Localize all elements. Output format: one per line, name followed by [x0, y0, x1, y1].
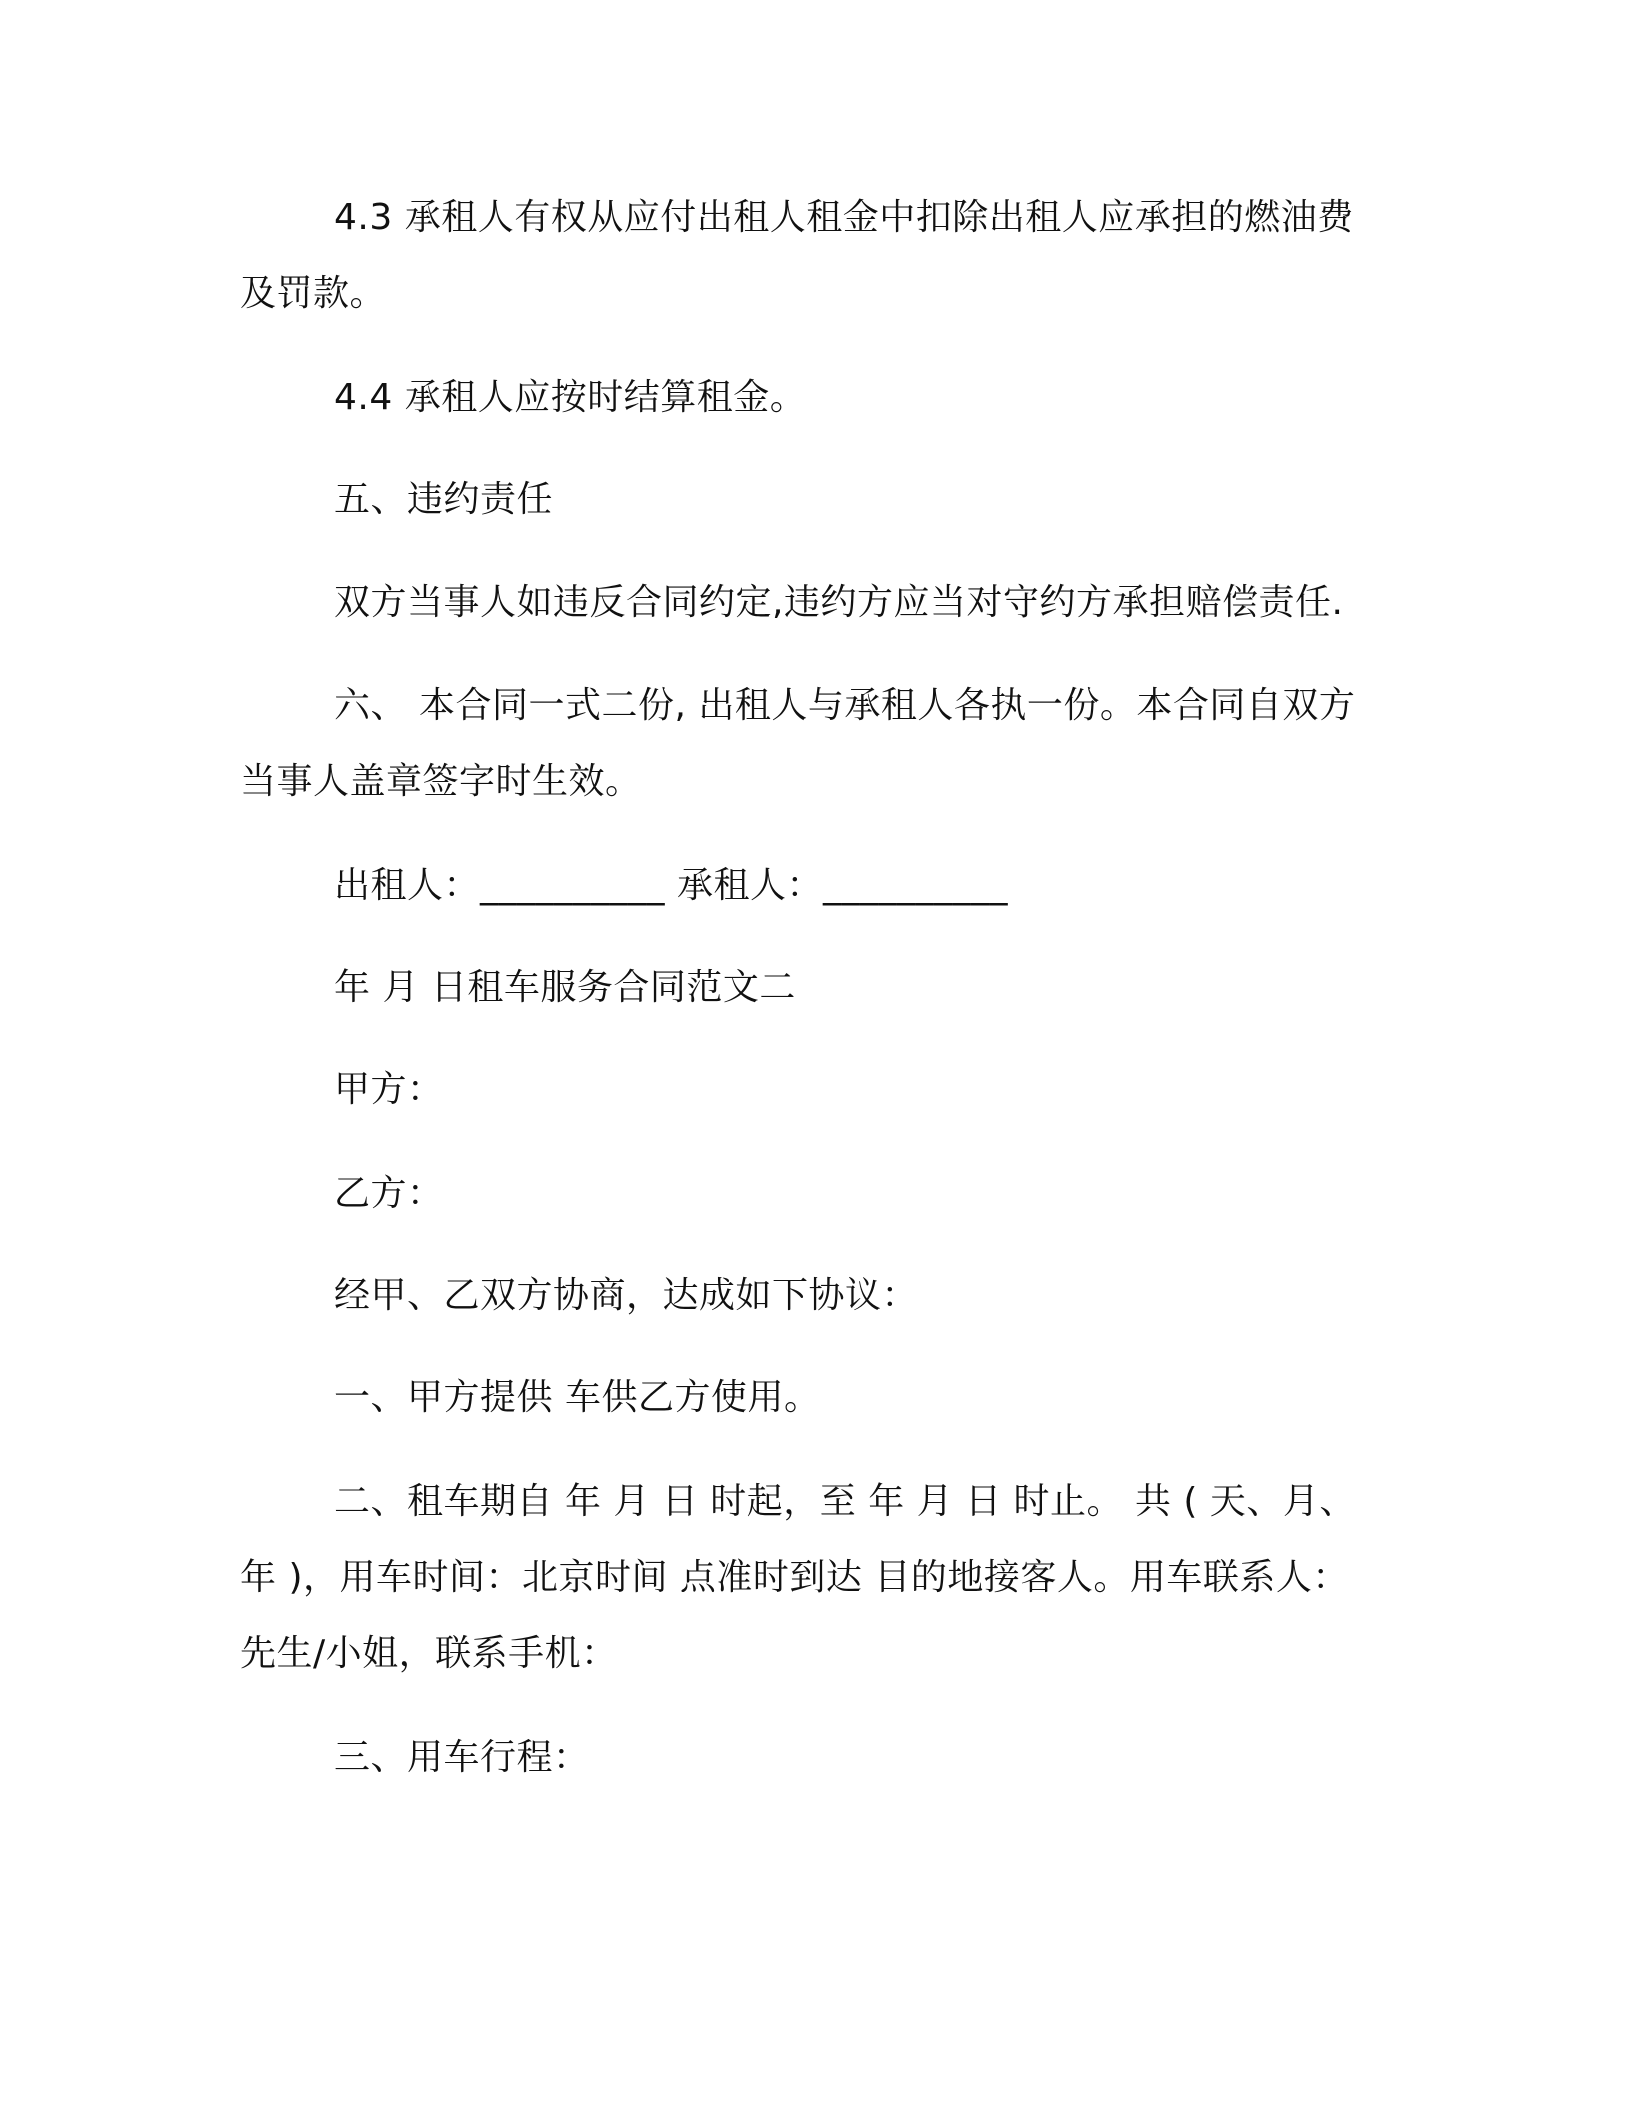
paragraph-copies-line-2: 当事人盖章签字时生效。 — [240, 761, 642, 802]
paragraph-copies-line-1: 六、 本合同一式二份, 出租人与承租人各执一份。本合同自双方 — [334, 685, 1356, 726]
section-heading-breach: 五、违约责任 — [334, 479, 554, 520]
paragraph-4-3-line-2: 及罚款。 — [240, 273, 387, 314]
clause-3: 三、用车行程： — [334, 1737, 590, 1778]
clause-2-line-2: 年 )，用车时间：北京时间 点准时到达 目的地接客人。用车联系人： — [240, 1557, 1349, 1598]
clause-2-line-1: 二、租车期自 年 月 日 时起，至 年 月 日 时止。 共 ( 天、月、 — [334, 1481, 1356, 1522]
signature-line: 出租人：__________ 承租人：__________ — [334, 865, 1008, 906]
paragraph-breach-liability: 双方当事人如违反合同约定,违约方应当对守约方承担赔偿责任. — [334, 582, 1344, 623]
agreement-intro: 经甲、乙双方协商，达成如下协议： — [334, 1275, 919, 1316]
paragraph-4-3-line-1: 4.3 承租人有权从应付出租人租金中扣除出租人应承担的燃油费 — [334, 197, 1354, 238]
date-and-title-line: 年 月 日租车服务合同范文二 — [334, 967, 796, 1008]
party-a-label: 甲方： — [334, 1069, 444, 1110]
clause-2-line-3: 先生/小姐，联系手机： — [240, 1633, 618, 1674]
paragraph-4-4: 4.4 承租人应按时结算租金。 — [334, 377, 807, 418]
clause-1: 一、甲方提供 车供乙方使用。 — [334, 1377, 821, 1418]
party-b-label: 乙方： — [334, 1173, 444, 1214]
